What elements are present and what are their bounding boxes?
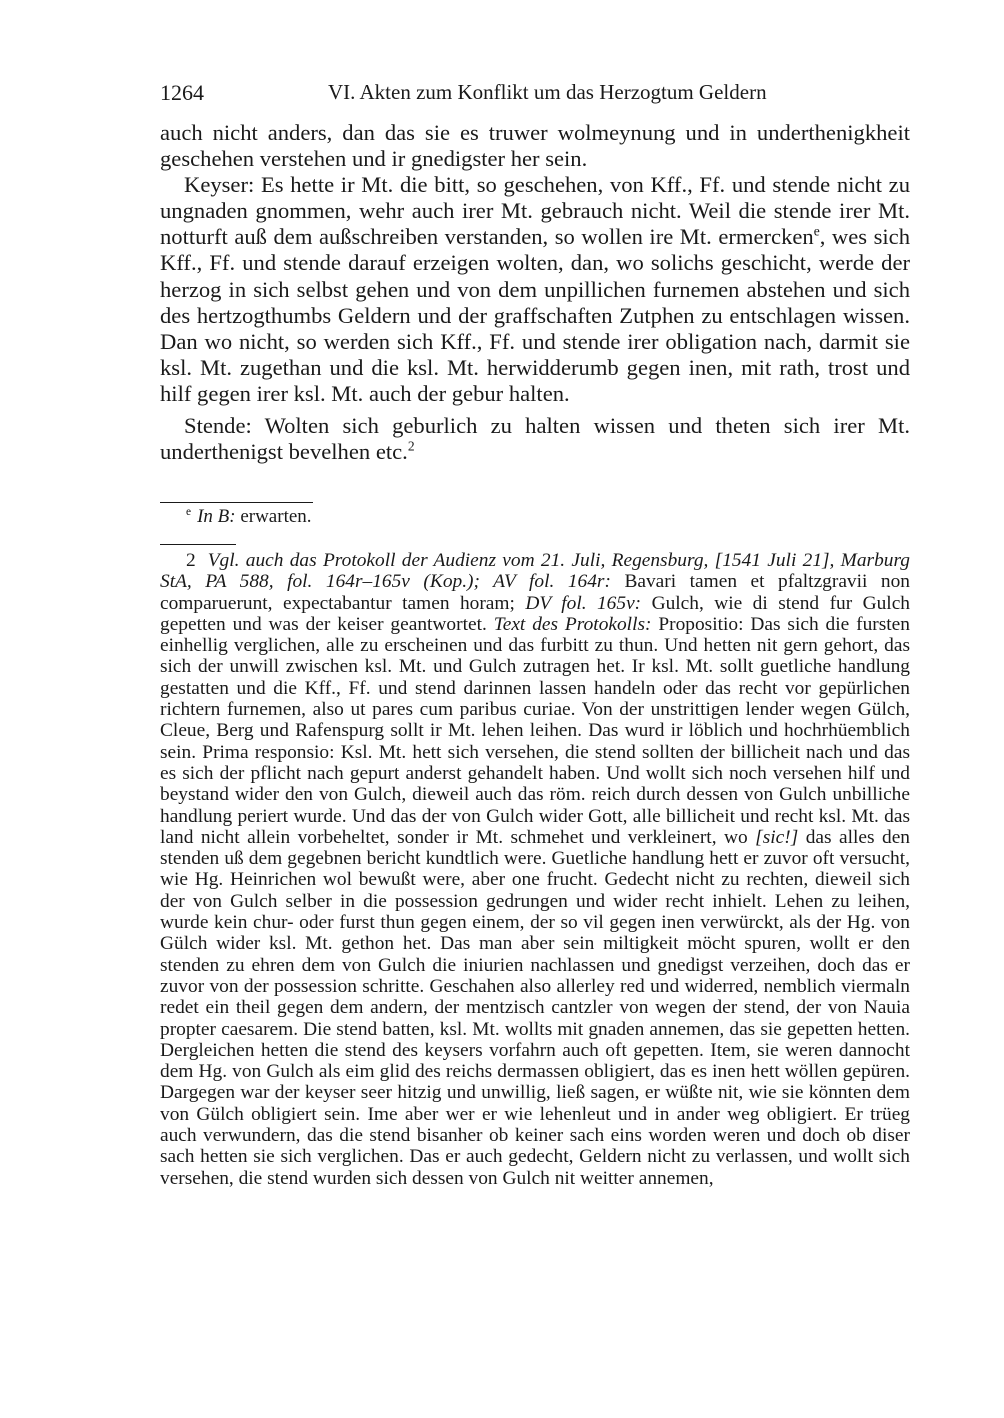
running-title: VI. Akten zum Konflikt um das Herzogtum Geldern — [328, 80, 767, 104]
paragraph-keyser: Keyser: Es hette ir Mt. die bitt, so geschehen, von Kff., Ff. und stende nicht zu ungnaden gnommen, wehr auch irer Mt. gebrauch nicht. Weil die stende irer Mt. notturft auß dem außschreiben verstanden, so wollen ire Mt. ermercken$^e$, wes sich Kff., Ff. und stende darauf erzeigen wolten, dan, wo solichs geschicht, werde der herzog in sich selbst gehen und von dem unpillichen furnemen abstehen und sich des hertzogthumbs Geldern und der graffschaften Zutphen zu entschlagen wissen. Dan wo nicht, so werden sich Kff., Ff. und stende irer obligation nach, darmit sie ksl. Mt. zugethan und die ksl. Mt. herwidderumb gegen inen, mit rath, trost und hilf gegen irer ksl. Mt. auch der gebur halten. — [160, 172, 910, 406]
textnote-letter: e — [186, 505, 192, 518]
textnote-text: erwarten. — [235, 506, 312, 527]
main-text — [160, 120, 910, 465]
page-number: 1264 — [160, 80, 204, 105]
paragraph-stende: Stende: Wolten sich geburlich zu halten wissen und theten sich irer Mt. underthenigst bevelhen etc.$^2$ — [160, 413, 910, 465]
footnote-2: 2 Vgl. auch das Protokoll der Audienz vom 21. Juli, Regensburg, [1541 Juli 21], Marburg StA, PA 588, fol. 164r–165v (Kop.); AV fol. 164r: Bavari tamen et pfaltzgravii non comparuerunt, expectabantur tamen horam; DV fol. 165v: Gulch, wie di stend fur Gulch gepetten und was der keiser geantwortet. Text des Protokolls: Propositio: Das sich die fursten einhellig verglichen, alle zu erscheinen und das furbitt zu thun. Und hetten nit gern gehort, das sich der unwill zwischen ksl. Mt. und Gulch zutragen het. Ir ksl. Mt. sollt guetliche handlung gestatten und die Kff., Ff. und stend darinnen lassen handeln oder das recht vor gepürlichen richtern furnemen, also ut pares cum paribus curiae. Von der unstrittigen lender wegen Gülch, Cleue, Berg und Rafenspurg sollt ir Mt. lehen leihen. Das wurd ir löblich und hochrhüemblich sein. Prima responsio: Ksl. Mt. hett sich versehen, die stend sollten der billicheit nach und das es sich der pflicht nach gepurt anderst gehandelt haben. Und wollt sich noch versehen hilf und beystand wider den von Gulch, dieweil auch das röm. reich durch dessen von Gulch unbilliche handlung periert wurde. Und das der von Gulch wider Gott, alle billicheit und recht ksl. Mt. das land nicht allein vorbeheltet, sonder ir Mt. schmehet und verkleinert, wo [sic!] das alles den stenden uß dem gegebnen bericht kundtlich were. Guetliche handlung hett er zuvor oft versucht, wie Hg. Heinrichen wol bewußt were, aber one frucht. Gedecht nicht zu rechten, dieweil sich der von Gulch selber in die possession gedrungen und wider recht inhielt. Lehen zu leihen, wurde kein chur- oder furst thun gegen einem, der so vil gegen inen verwürckt, als der Hg. von Gülch wider ksl. Mt. gethon het. Das man aber sein miltigkeit möcht spuren, wollt er den stenden zu ehren dem von Gulch die iniurien nachlassen und gnedigst verzeihen, doch das er zuvor von der possession schritte. Geschahen also allerley red und widerred, nemblich viermaln redet ein theil gegen dem andern, der mentzisch cantzler von wegen der stend, der von Nauia propter caesarem. Die stend batten, ksl. Mt. wollts mit gnaden annemen, das sie gepetten hetten. Dergleichen hetten die stend des keysers vorfahrn auch oft gepetten. Item, sie weren dannocht dem Hg. von Gulch als eim glid des reichs dermassen obligiert, das es inen hett wöllen gepüren. Dargegen war der keyser seer hitzig und unwillig, ließ sagen, er wüßte nit, wie sie könnten dem von Gülch obligiert sein. Ime aber wer er wie lehenleut und in ander weg obligiert. Er trüeg auch verwundern, das die stend bisanher ob keiner sach eins worden weren und doch ob diser sach hetten sie sich verglichen. Das er auch gedecht, Geldern nicht zu verlassen, und wollt sich versehen, die stend wurden sich dessen von Gulch nit weitter annemen, — [160, 550, 910, 1189]
footnote-number: 2 — [186, 550, 196, 571]
paragraph-1: auch nicht anders, dan das sie es truwer wolmeynung und in underthenigkheit geschehen verstehen und ir gnedigster her sein. — [160, 120, 910, 172]
textnote-e — [160, 506, 910, 528]
footnote-mark-2: 2 — [407, 438, 415, 454]
textnote-label: In B: — [197, 506, 236, 527]
textnote-divider — [160, 502, 313, 503]
textnote-mark-e: e — [813, 223, 820, 239]
footnote-divider — [160, 544, 236, 545]
page-header — [160, 80, 910, 110]
